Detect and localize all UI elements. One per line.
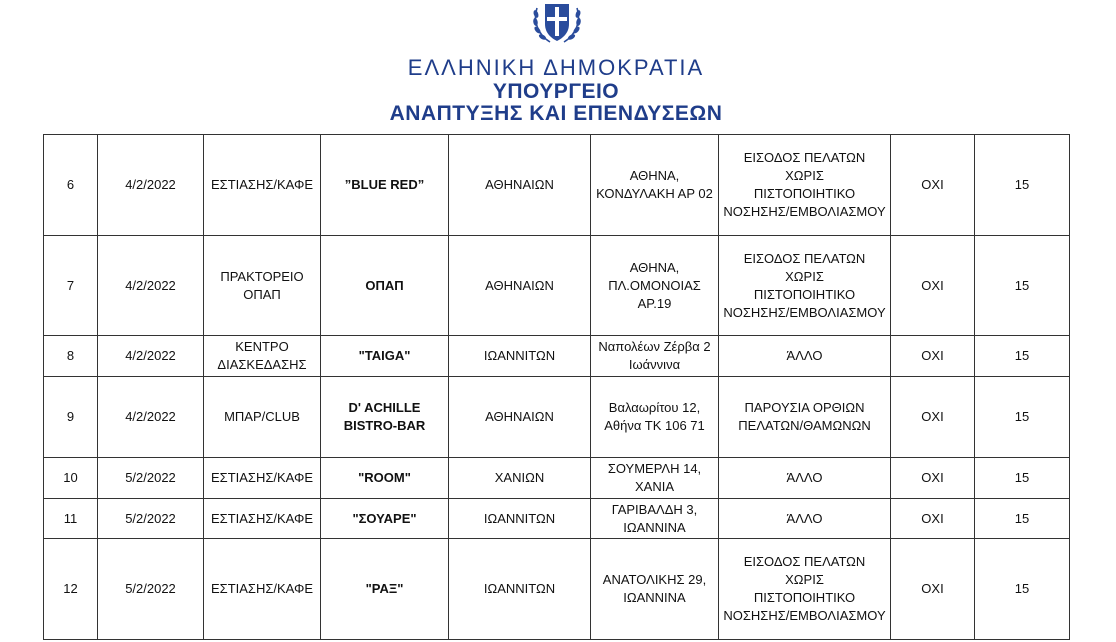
row-violation xyxy=(719,499,891,539)
row-address-text: ΑΝΑΤΟΛΙΚΗΣ 29, ΙΩΑΝΝΙΝΑ xyxy=(602,572,707,605)
row-authority xyxy=(449,458,591,499)
row-address xyxy=(591,236,719,336)
row-address-text: ΣΟΥΜΕΡΛΗ 14, ΧΑΝΙΑ xyxy=(607,461,702,494)
row-days-text: 15 xyxy=(1014,470,1030,485)
row-authority xyxy=(449,539,591,640)
row-authority-text: ΧΑΝΙΩΝ xyxy=(494,470,545,485)
row-business-type-text: ΕΣΤΙΑΣΗΣ/ΚΑΦΕ xyxy=(210,470,313,485)
row-business-name xyxy=(321,377,449,458)
row-violation xyxy=(719,336,891,377)
row-days-text: 15 xyxy=(1014,409,1030,424)
row-address-text: ΑΘΗΝΑ, ΠΛ.ΟΜΟΝΟΙΑΣ ΑΡ.19 xyxy=(608,259,701,311)
row-violation xyxy=(719,539,891,640)
row-violation-text: ΆΛΛΟ xyxy=(786,470,823,485)
row-number xyxy=(44,539,98,640)
row-status xyxy=(891,336,975,377)
row-date xyxy=(98,458,204,499)
row-business-type xyxy=(204,236,321,336)
row-date xyxy=(98,539,204,640)
row-status-text: ΟΧΙ xyxy=(921,510,944,526)
table-row xyxy=(44,236,1070,336)
row-address xyxy=(591,377,719,458)
row-business-type xyxy=(204,539,321,640)
row-business-name xyxy=(321,499,449,539)
row-date-text: 4/2/2022 xyxy=(125,177,176,192)
row-violation-text: ΕΙΣΟΔΟΣ ΠΕΛΑΤΩΝ ΧΩΡΙΣ ΠΙΣΤΟΠΟΙΗΤΙΚΟ ΝΟΣΗΣΗΣ/ΕΜΒΟΛΙΑΣΜΟΥ xyxy=(723,150,886,219)
row-authority-text: ΙΩΑΝΝΙΤΩΝ xyxy=(483,348,556,363)
row-number-text: 9 xyxy=(66,409,75,424)
row-date-text: 5/2/2022 xyxy=(125,510,176,526)
row-business-name-text: ΟΠΑΠ xyxy=(365,277,404,293)
row-business-type xyxy=(204,458,321,499)
row-number xyxy=(44,458,98,499)
table-row xyxy=(44,539,1070,640)
row-business-name-text: "ΡΑΞ" xyxy=(365,581,404,596)
row-authority xyxy=(449,135,591,236)
row-address xyxy=(591,539,719,640)
row-business-type xyxy=(204,336,321,377)
table-row xyxy=(44,377,1070,458)
row-status xyxy=(891,135,975,236)
row-days xyxy=(975,377,1070,458)
row-business-name xyxy=(321,458,449,499)
row-number-text: 6 xyxy=(66,177,75,192)
row-date-text: 5/2/2022 xyxy=(125,470,176,485)
row-status xyxy=(891,458,975,499)
row-date xyxy=(98,499,204,539)
row-date-text: 4/2/2022 xyxy=(125,348,176,363)
row-authority-text: ΙΩΑΝΝΙΤΩΝ xyxy=(483,581,556,596)
row-violation-text: ΕΙΣΟΔΟΣ ΠΕΛΑΤΩΝ ΧΩΡΙΣ ΠΙΣΤΟΠΟΙΗΤΙΚΟ ΝΟΣΗΣΗΣ/ΕΜΒΟΛΙΑΣΜΟΥ xyxy=(723,554,886,623)
row-status-text: ΟΧΙ xyxy=(921,581,944,596)
row-violation-text: ΆΛΛΟ xyxy=(786,510,823,526)
row-address-text: ΓΑΡΙΒΑΛΔΗ 3, ΙΩΑΝΝΙΝΑ xyxy=(611,501,698,535)
row-number-text: 7 xyxy=(66,277,75,293)
greek-coat-of-arms-icon xyxy=(528,0,586,46)
row-business-name-text: "ROOM" xyxy=(358,470,411,485)
row-date-text: 4/2/2022 xyxy=(125,277,176,293)
row-authority-text: ΑΘΗΝΑΙΩΝ xyxy=(485,277,554,293)
row-business-type xyxy=(204,135,321,236)
row-business-name xyxy=(321,539,449,640)
row-business-name xyxy=(321,336,449,377)
header-republic: ΕΛΛΗΝΙΚΗ ΔΗΜΟΚΡΑΤΙΑ xyxy=(407,55,705,80)
row-days-text: 15 xyxy=(1014,581,1030,596)
row-address-text: ΑΘΗΝΑ, ΚΟΝΔΥΛΑΚΗ ΑΡ 02 xyxy=(596,168,713,201)
row-status xyxy=(891,377,975,458)
row-business-name-text: "ΣΟΥΑΡΕ" xyxy=(352,510,417,526)
row-violation-text: ΕΙΣΟΔΟΣ ΠΕΛΑΤΩΝ ΧΩΡΙΣ ΠΙΣΤΟΠΟΙΗΤΙΚΟ ΝΟΣΗΣΗΣ/ΕΜΒΟΛΙΑΣΜΟΥ xyxy=(723,250,886,320)
row-days xyxy=(975,499,1070,539)
row-business-name-text: ”BLUE RED” xyxy=(344,177,425,192)
table-row xyxy=(44,336,1070,377)
row-number-text: 8 xyxy=(66,348,75,363)
row-date xyxy=(98,135,204,236)
row-business-type-text: ΕΣΤΙΑΣΗΣ/ΚΑΦΕ xyxy=(210,177,313,192)
row-status-text: ΟΧΙ xyxy=(921,277,944,293)
table-row xyxy=(44,135,1070,236)
row-number-text: 12 xyxy=(63,581,78,596)
row-days xyxy=(975,539,1070,640)
row-business-type xyxy=(204,499,321,539)
row-address-text: Ναπολέων Ζέρβα 2 Ιωάννινα xyxy=(598,339,711,372)
row-days xyxy=(975,236,1070,336)
row-days xyxy=(975,336,1070,377)
table-row xyxy=(44,458,1070,499)
row-number xyxy=(44,336,98,377)
row-address xyxy=(591,135,719,236)
row-authority xyxy=(449,377,591,458)
row-address xyxy=(591,499,719,539)
row-date-text: 4/2/2022 xyxy=(125,409,176,424)
closures-table xyxy=(43,134,1070,640)
table-row xyxy=(44,499,1070,539)
row-status xyxy=(891,236,975,336)
row-business-name xyxy=(321,135,449,236)
row-days xyxy=(975,458,1070,499)
row-date xyxy=(98,377,204,458)
row-number xyxy=(44,499,98,539)
row-authority-text: ΙΩΑΝΝΙΤΩΝ xyxy=(483,510,556,526)
row-days xyxy=(975,135,1070,236)
row-business-type-text: ΚΕΝΤΡΟ ΔΙΑΣΚΕΔΑΣΗΣ xyxy=(217,339,307,372)
row-date-text: 5/2/2022 xyxy=(125,581,176,596)
row-business-name xyxy=(321,236,449,336)
row-number xyxy=(44,236,98,336)
row-business-type-text: ΜΠΑΡ/CLUB xyxy=(224,409,300,424)
row-business-type-text: ΕΣΤΙΑΣΗΣ/ΚΑΦΕ xyxy=(210,510,313,526)
row-address xyxy=(591,458,719,499)
row-authority xyxy=(449,336,591,377)
row-days-text: 15 xyxy=(1014,510,1030,526)
row-status xyxy=(891,499,975,539)
header-department: ΑΝΑΠΤΥΞΗΣ ΚΑΙ ΕΠΕΝΔΥΣΕΩΝ xyxy=(389,102,723,125)
row-date xyxy=(98,336,204,377)
row-violation xyxy=(719,236,891,336)
row-status-text: ΟΧΙ xyxy=(921,409,944,424)
row-days-text: 15 xyxy=(1014,348,1030,363)
row-days-text: 15 xyxy=(1014,177,1030,192)
row-authority-text: ΑΘΗΝΑΙΩΝ xyxy=(485,409,554,424)
row-authority-text: ΑΘΗΝΑΙΩΝ xyxy=(485,177,554,192)
row-address-text: Βαλαωρίτου 12, Αθήνα ΤΚ 106 71 xyxy=(604,400,705,433)
row-number xyxy=(44,135,98,236)
row-number-text: 11 xyxy=(63,510,78,526)
row-status-text: ΟΧΙ xyxy=(921,470,944,485)
row-business-name-text: "TAIGA" xyxy=(358,348,411,363)
row-status-text: ΟΧΙ xyxy=(921,348,944,363)
row-days-text: 15 xyxy=(1014,277,1030,293)
row-date xyxy=(98,236,204,336)
row-number-text: 10 xyxy=(63,470,78,485)
row-address xyxy=(591,336,719,377)
row-business-type-text: ΠΡΑΚΤΟΡΕΙΟ ΟΠΑΠ xyxy=(220,268,304,302)
header-ministry: ΥΠΟΥΡΓΕΙΟ xyxy=(492,80,620,103)
row-violation xyxy=(719,458,891,499)
row-status xyxy=(891,539,975,640)
row-violation xyxy=(719,377,891,458)
row-business-name-text: D' ACHILLE BISTRO-BAR xyxy=(343,400,426,433)
row-business-type xyxy=(204,377,321,458)
row-business-type-text: ΕΣΤΙΑΣΗΣ/ΚΑΦΕ xyxy=(210,581,313,596)
row-violation-text: ΆΛΛΟ xyxy=(786,348,823,363)
row-violation xyxy=(719,135,891,236)
row-authority xyxy=(449,499,591,539)
row-number xyxy=(44,377,98,458)
row-violation-text: ΠΑΡΟΥΣΙΑ ΟΡΘΙΩΝ ΠΕΛΑΤΩΝ/ΘΑΜΩΝΩΝ xyxy=(738,400,871,433)
row-authority xyxy=(449,236,591,336)
row-status-text: ΟΧΙ xyxy=(921,177,944,192)
